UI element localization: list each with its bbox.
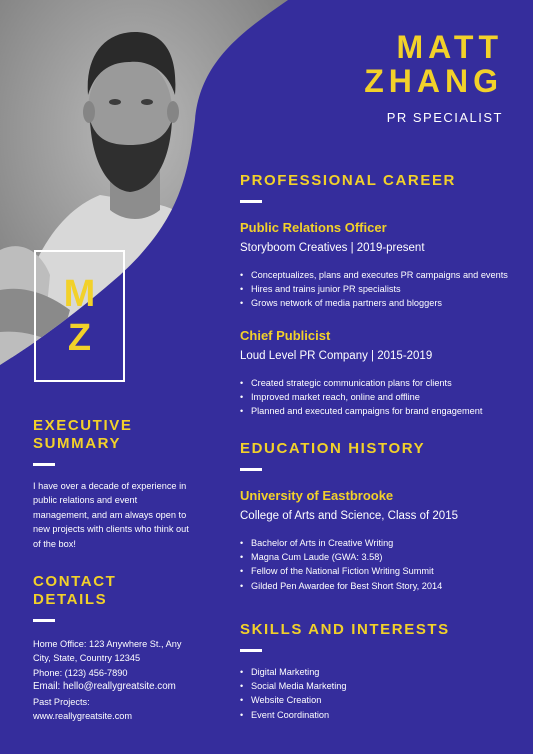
skills-divider [240, 649, 262, 652]
first-name: MATT [396, 29, 503, 65]
contact-website[interactable]: www.reallygreatsite.com [33, 711, 133, 722]
summary-title [33, 417, 193, 453]
skills-section [240, 621, 510, 722]
list-item: • Magna Cum Laude (GWA: 3.58) [240, 550, 510, 564]
contact-email[interactable]: Email: hello@reallygreatsite.com [33, 681, 176, 693]
summary-divider [33, 463, 55, 466]
list-item: • Hires and trains junior PR specialists [240, 282, 510, 296]
summary-text: I have over a decade of experience in public relations and event management, and am always open to new projects with clients who think out of the box! [33, 481, 189, 549]
list-item: • Website Creation [240, 693, 510, 707]
contact-past-projects-label: Past Projects: [33, 696, 90, 707]
job-title: Chief Publicist [240, 327, 331, 343]
monogram-box [34, 250, 125, 382]
job-bullets [240, 268, 510, 311]
contact-title [33, 573, 193, 609]
summary-section [33, 417, 193, 551]
education-title: EDUCATION HISTORY [240, 440, 426, 457]
contact-office: Home Office: 123 Anywhere St., Any City, State, Country 12345 [33, 639, 182, 664]
list-item: • Planned and executed campaigns for brand engagement [240, 404, 510, 418]
contact-title-line1: CONTACT [33, 573, 117, 590]
name-heading [364, 30, 503, 98]
list-item: • Bachelor of Arts in Creative Writing [240, 536, 510, 550]
education-divider [240, 468, 262, 471]
role-title: PR SPECIALIST [386, 110, 503, 125]
education-section [240, 440, 510, 593]
list-item: • Gilded Pen Awardee for Best Short Story, 2014 [240, 579, 510, 593]
list-item: • Fellow of the National Fiction Writing Summit [240, 564, 510, 578]
career-divider [240, 200, 262, 203]
job-entry [240, 328, 510, 419]
list-item: • Digital Marketing [240, 665, 510, 679]
education-bullets [240, 536, 510, 593]
job-bullets [240, 376, 510, 419]
list-item: • Social Media Marketing [240, 679, 510, 693]
monogram-second: Z [67, 317, 92, 359]
last-name: ZHANG [364, 63, 503, 99]
job-company: Loud Level PR Company | 2015-2019 [240, 349, 433, 362]
list-item: • Conceptualizes, plans and executes PR campaigns and events [240, 268, 510, 282]
job-company: Storyboom Creatives | 2019-present [240, 242, 425, 254]
skills-title: SKILLS AND INTERESTS [240, 621, 450, 638]
list-item: • Grows network of media partners and bloggers [240, 296, 510, 310]
job-title: Public Relations Officer [240, 220, 387, 235]
list-item: • Event Coordination [240, 708, 510, 722]
summary-title-line1: EXECUTIVE [33, 417, 133, 434]
skills-bullets [240, 665, 510, 722]
career-title: PROFESSIONAL CAREER [240, 172, 456, 189]
contact-divider [33, 619, 55, 622]
contact-section [33, 573, 193, 723]
list-item: • Created strategic communication plans for clients [240, 376, 510, 390]
contact-title-line2: DETAILS [33, 591, 108, 608]
list-item: • Improved market reach, online and offline [240, 390, 510, 404]
job-entry [240, 220, 510, 311]
education-school: University of Eastbrooke [240, 488, 394, 503]
education-program: College of Arts and Science, Class of 2015 [240, 510, 458, 522]
contact-phone: Phone: (123) 456-7890 [33, 667, 128, 678]
career-section [240, 172, 510, 418]
summary-title-line2: SUMMARY [33, 435, 122, 452]
monogram-first: M [63, 273, 96, 315]
